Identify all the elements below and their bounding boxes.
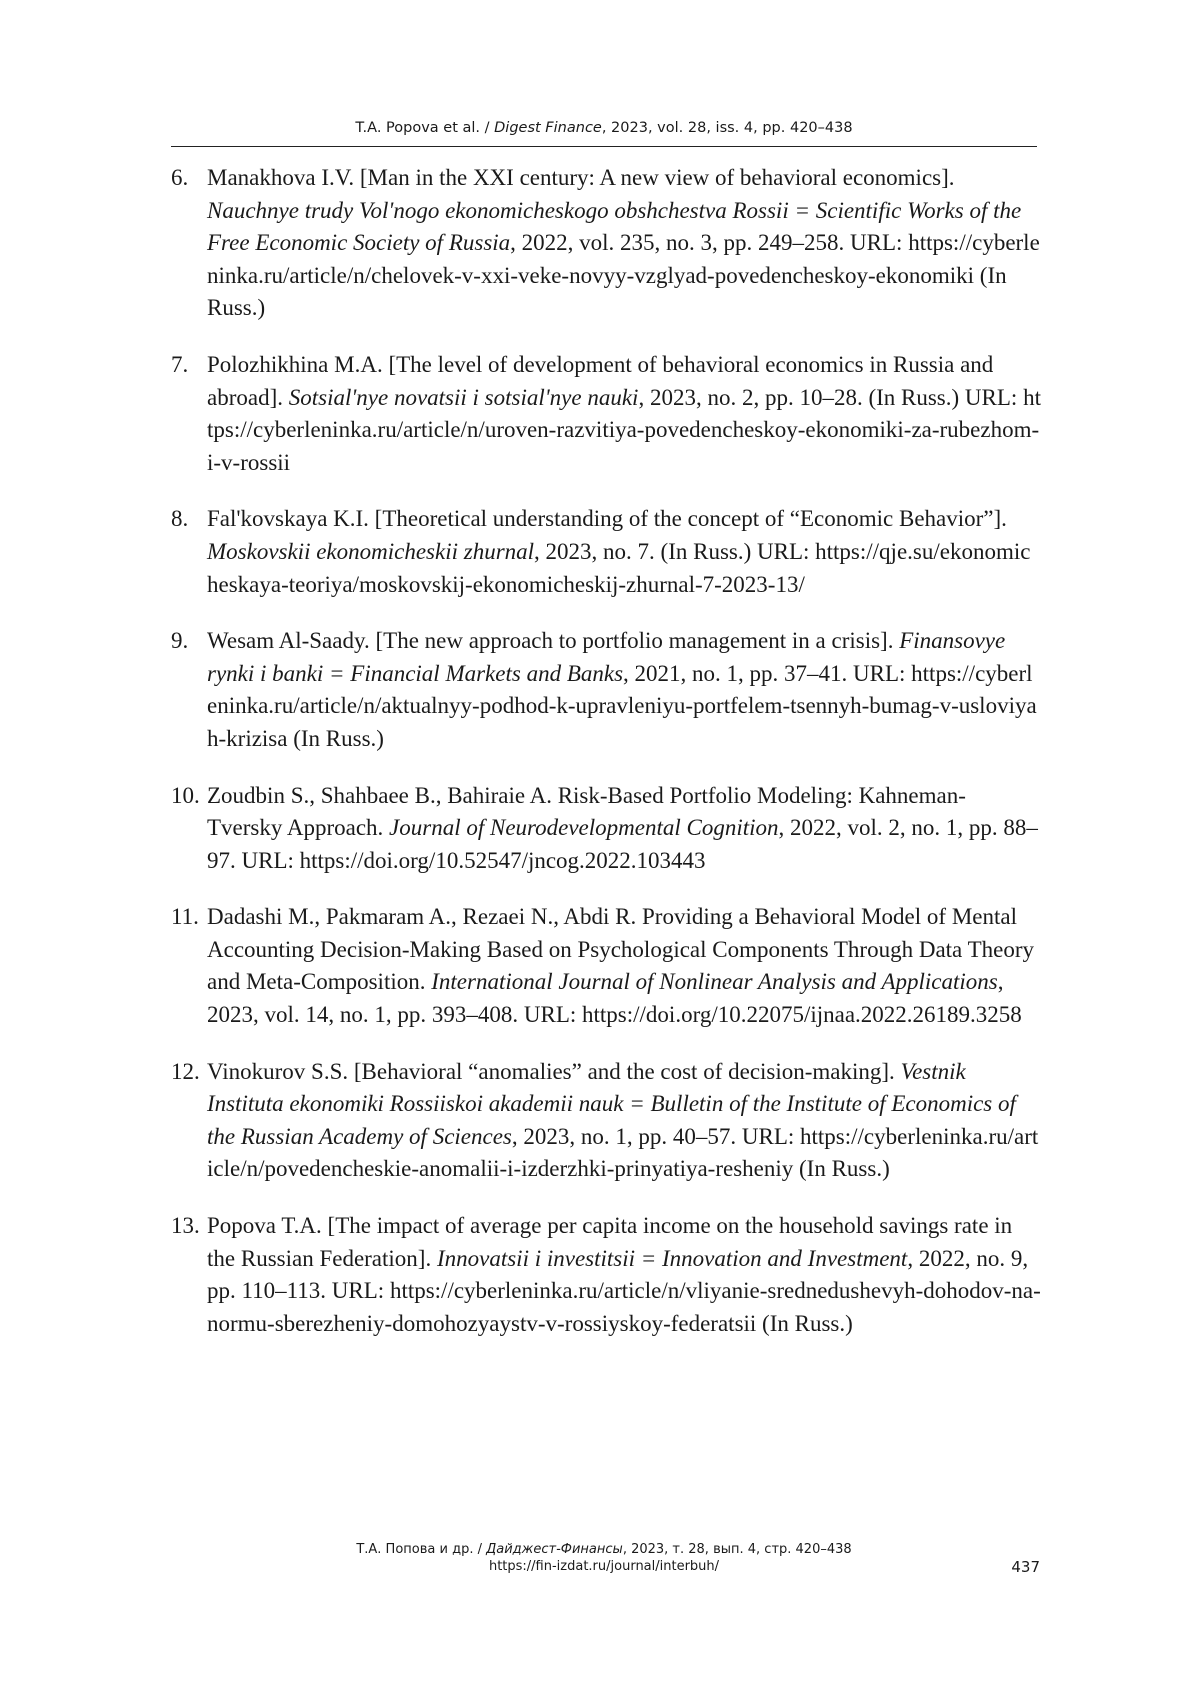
reference-journal: Vestnik Instituta ekonomiki Rossiiskoi akademii nauk = Bulletin of the Institute of Economics of the Russian Academy of Sciences: [207, 1058, 1016, 1149]
reference-url[interactable]: https://doi.org/10.22075/ijnaa.2022.26189.3258: [582, 1002, 1022, 1028]
reference-list: [171, 162, 1041, 1364]
reference-text: [207, 1210, 1041, 1340]
reference-details: , 2022, vol. 235, no. 3, pp. 249–258. URL:: [510, 230, 909, 256]
reference-text: [207, 1056, 1041, 1186]
reference-journal: Nauchnye trudy Vol'nogo ekonomicheskogo obshchestva Rossii = Scientific Works of the Free Economic Society of Russia: [207, 197, 1022, 256]
footer-journal: Дайджест-Финансы: [486, 1542, 623, 1557]
reference-item: [171, 503, 1041, 601]
reference-journal: International Journal of Nonlinear Analysis and Applications: [431, 969, 998, 995]
reference-item: [171, 349, 1041, 479]
reference-item: [171, 780, 1041, 878]
footer-url[interactable]: https://fin-izdat.ru/journal/interbuh/: [488, 1559, 720, 1574]
reference-authors-title: Manakhova I.V. [Man in the XXI century: A new view of behavioral economics].: [207, 165, 955, 190]
reference-number: 10.: [171, 782, 200, 808]
reference-journal: Sotsial'nye novatsii i sotsial'nye nauki: [288, 384, 639, 410]
reference-details: , 2022, no. 9, pp. 110–113. URL:: [207, 1245, 1029, 1304]
footer-details: , 2023, т. 28, вып. 4, стр. 420–438: [622, 1542, 852, 1557]
reference-text: [207, 162, 1041, 325]
reference-details: , 2023, no. 2, pp. 10–28. (In Russ.) URL:: [638, 384, 1024, 410]
reference-journal: Journal of Neurodevelopmental Cognition: [389, 815, 779, 841]
running-header: [171, 120, 1037, 136]
page-number: 437: [1011, 1558, 1040, 1576]
footer-citation: [171, 1541, 1037, 1558]
reference-language: (In Russ.): [756, 1310, 853, 1336]
reference-number: 13.: [171, 1213, 200, 1239]
reference-url[interactable]: https://qje.su/ekonomicheskaya-teoriya/moskovskij-ekonomicheskij-zhurnal-7-2023-13/: [207, 538, 1031, 597]
reference-authors-title: Popova T.A. [The impact of average per capita income on the household savings rate in the Russian Federation].: [207, 1213, 1013, 1271]
reference-text: [207, 349, 1041, 479]
reference-number: 12.: [171, 1058, 200, 1084]
header-details: , 2023, vol. 28, iss. 4, pp. 420–438: [601, 120, 853, 136]
reference-url[interactable]: https://doi.org/10.52547/jncog.2022.103443: [299, 847, 706, 873]
reference-item: [171, 162, 1041, 325]
reference-details: , 2021, no. 1, pp. 37–41. URL:: [623, 660, 912, 686]
reference-authors-title: Zoudbin S., Shahbaee B., Bahiraie A. Risk-Based Portfolio Modeling: Kahneman-Tversky Approach.: [207, 782, 966, 841]
reference-language: (In Russ.): [207, 262, 1007, 321]
reference-authors-title: Polozhikhina M.A. [The level of development of behavioral economics in Russia and abroad].: [207, 351, 994, 410]
reference-number: 9.: [171, 628, 189, 654]
reference-text: [207, 780, 1041, 878]
reference-url[interactable]: https://cyberleninka.ru/article/n/uroven-razvitiya-povedencheskoy-ekonomiki-za-rubezhom-i-v-rossii: [207, 384, 1041, 475]
footer-authors: Т.А. Попова и др. /: [356, 1542, 487, 1557]
reference-details: , 2023, no. 1, pp. 40–57. URL:: [511, 1123, 801, 1149]
reference-url[interactable]: https://cyberleninka.ru/article/n/vliyanie-srednedushevyh-dohodov-na-normu-sberezheniy-domohozyaystv-v-rossiyskoy-federatsii: [207, 1278, 1041, 1336]
reference-url[interactable]: https://cyberleninka.ru/article/n/povedencheskie-anomalii-i-izderzhki-prinyatiya-resheniy: [207, 1123, 1039, 1182]
reference-journal: Finansovye rynki i banki = Financial Markets and Banks: [207, 628, 1006, 686]
reference-language: (In Russ.): [287, 725, 384, 751]
header-journal: Digest Finance: [494, 120, 602, 136]
reference-journal: Moskovskii ekonomicheskii zhurnal: [207, 538, 535, 564]
reference-authors-title: Fal'kovskaya K.I. [Theoretical understanding of the concept of “Economic Behavior”].: [207, 506, 1007, 532]
header-rule: [171, 146, 1037, 147]
reference-url[interactable]: https://cyberleninka.ru/article/n/aktualnyy-podhod-k-upravleniyu-portfelem-tsennyh-bumag-v-usloviyah-krizisa: [207, 660, 1037, 751]
header-authors: T.A. Popova et al. /: [355, 120, 495, 136]
reference-journal: Innovatsii i investitsii = Innovation and Investment: [436, 1245, 908, 1271]
reference-text: [207, 503, 1041, 601]
reference-url[interactable]: https://cyberleninka.ru/article/n/chelovek-v-xxi-veke-novyy-vzglyad-povedencheskoy-ekonomiki: [207, 230, 1040, 288]
reference-language: (In Russ.): [793, 1156, 890, 1182]
reference-details: , 2023, vol. 14, no. 1, pp. 393–408. URL:: [207, 969, 1004, 1028]
reference-details: , 2022, vol. 2, no. 1, pp. 88–97. URL:: [207, 815, 1038, 873]
reference-authors-title: Dadashi M., Pakmaram A., Rezaei N., Abdi R. Providing a Behavioral Model of Mental Accounting Decision-Making Based on Psychological Components Through Data Theory and Meta-Composition.: [207, 904, 1035, 995]
reference-text: [207, 625, 1041, 755]
reference-text: [207, 901, 1041, 1031]
reference-number: 7.: [171, 351, 189, 377]
reference-authors-title: Wesam Al-Saady. [The new approach to portfolio management in a crisis].: [207, 628, 900, 654]
reference-number: 11.: [171, 904, 199, 930]
reference-number: 6.: [171, 165, 189, 190]
reference-item: [171, 625, 1041, 755]
reference-item: [171, 1056, 1041, 1186]
reference-details: , 2023, no. 7. (In Russ.) URL:: [534, 538, 816, 564]
running-footer: [171, 1541, 1037, 1575]
reference-authors-title: Vinokurov S.S. [Behavioral “anomalies” and the cost of decision-making].: [207, 1058, 901, 1084]
reference-number: 8.: [171, 506, 189, 532]
reference-item: [171, 1210, 1041, 1340]
reference-item: [171, 901, 1041, 1031]
